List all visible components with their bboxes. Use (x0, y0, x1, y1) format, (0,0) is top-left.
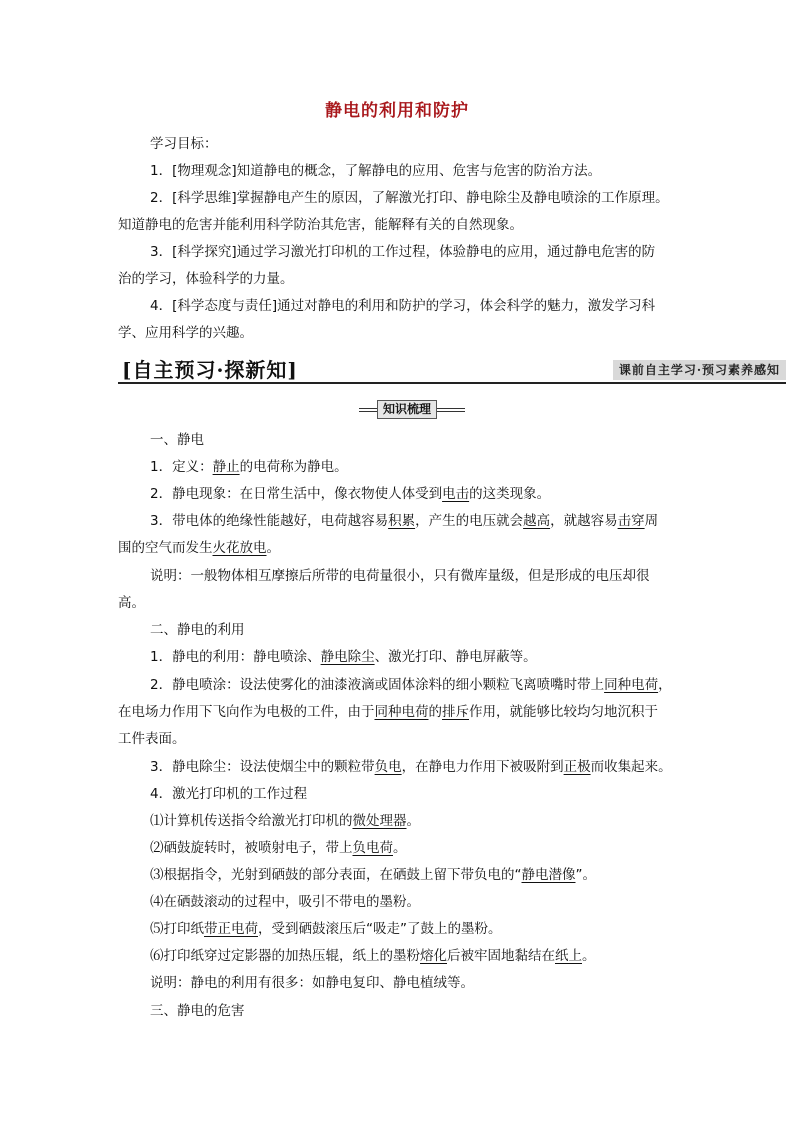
subheading: 4．激光打印机的工作过程 (150, 786, 308, 802)
banner-rule (118, 382, 786, 384)
paragraph: 在电场力作用下飞向作为电极的工件，由于同种电荷的排斥作用，就能够比较均匀地沉积于 (118, 704, 658, 720)
note: 说明：一般物体相互摩擦后所带的电荷量很小，只有微库量级，但是形成的电压却很 (150, 568, 650, 584)
paragraph: 2．静电喷涂：设法使雾化的油漆液滴或固体涂料的细小颗粒飞离喷嘴时带上同种电荷， (150, 677, 672, 693)
paragraph: 1．定义：静止的电荷称为静电。 (150, 459, 348, 475)
knowledge-label (359, 400, 465, 418)
section-heading: 一、静电 (150, 432, 204, 448)
knowledge-label-text: 知识梳理 (377, 400, 437, 419)
goal-item: 治的学习，体验科学的力量。 (118, 271, 294, 287)
paragraph: 2．静电现象：在日常生活中，像衣物使人体受到电击的这类现象。 (150, 486, 551, 502)
paragraph: 3．静电除尘：设法使烟尘中的颗粒带负电，在静电力作用下被吸附到正极而收集起来。 (150, 759, 672, 775)
goal-item: 1．[物理观念]知道静电的概念，了解静电的应用、危害与危害的防治方法。 (150, 163, 602, 179)
list-item: ⑶根据指令，光射到硒鼓的部分表面，在硒鼓上留下带负电的“静电潜像”。 (150, 867, 596, 883)
goal-item: 2．[科学思维]掌握静电产生的原因，了解激光打印、静电除尘及静电喷涂的工作原理。 (150, 190, 669, 206)
section-banner (118, 354, 786, 384)
paragraph: 工件表面。 (118, 731, 186, 747)
list-item: ⑴计算机传送指令给激光打印机的微处理器。 (150, 813, 420, 829)
list-item: ⑸打印纸带正电荷，受到硒鼓滚压后“吸走”了鼓上的墨粉。 (150, 921, 502, 937)
goal-item: 3．[科学探究]通过学习激光打印机的工作过程，体验静电的应用，通过静电危害的防 (150, 244, 656, 260)
paragraph: 3．带电体的绝缘性能越好，电荷越容易积累，产生的电压就会越高，就越容易击穿周 (150, 513, 659, 529)
goal-item: 知道静电的危害并能利用科学防治其危害，能解释有关的自然现象。 (118, 217, 523, 233)
goal-item: 学、应用科学的兴趣。 (118, 325, 253, 341)
banner-title: [自主预习·探新知] (122, 358, 298, 382)
note: 说明：静电的利用有很多：如静电复印、静电植绒等。 (150, 975, 474, 991)
list-item: ⑹打印纸穿过定影器的加热压辊，纸上的墨粉熔化后被牢固地黏结在纸上。 (150, 948, 596, 964)
goal-item: 4．[科学态度与责任]通过对静电的利用和防护的学习，体会科学的魅力，激发学习科 (150, 298, 656, 314)
page-title: 静电的利用和防护 (325, 101, 469, 121)
banner-tag: 课前自主学习·预习素养感知 (613, 360, 786, 380)
note: 高。 (118, 595, 145, 611)
list-item: ⑵硒鼓旋转时，被喷射电子，带上负电荷。 (150, 840, 407, 856)
section-heading: 三、静电的危害 (150, 1003, 245, 1019)
paragraph: 1．静电的利用：静电喷涂、静电除尘、激光打印、静电屏蔽等。 (150, 649, 537, 665)
paragraph: 围的空气而发生火花放电。 (118, 540, 280, 556)
goals-heading: 学习目标： (150, 136, 218, 152)
section-heading: 二、静电的利用 (150, 622, 245, 638)
list-item: ⑷在硒鼓滚动的过程中，吸引不带电的墨粉。 (150, 894, 420, 910)
